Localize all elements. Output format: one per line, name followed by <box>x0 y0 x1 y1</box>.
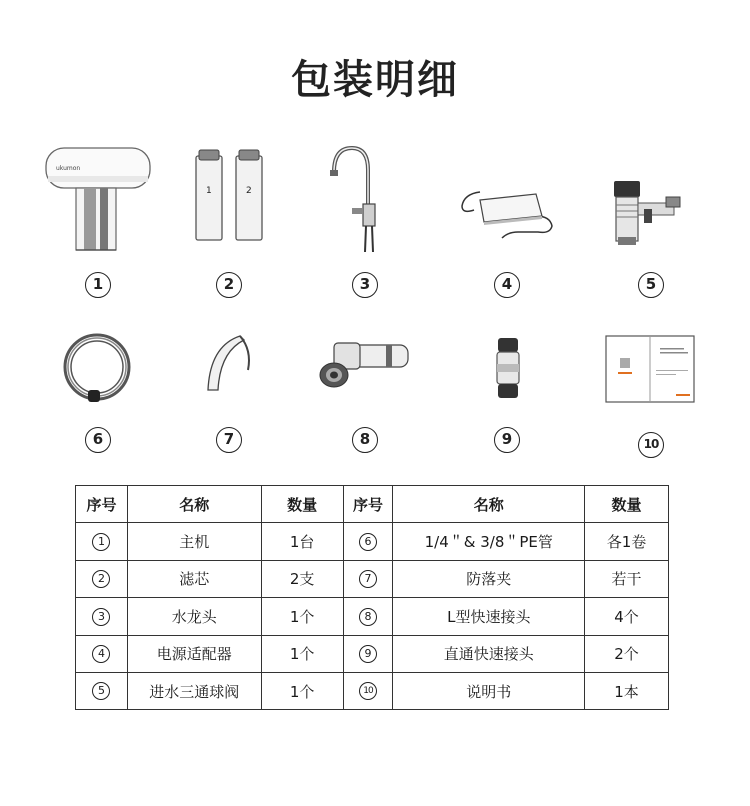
item-quantity: 1个 <box>261 672 343 709</box>
table-row <box>76 523 669 560</box>
item-quantity: 1本 <box>585 672 669 709</box>
item-quantity: 各1卷 <box>585 523 669 560</box>
cartridge-label-2: 2 <box>246 186 252 196</box>
item-number-1: 1 <box>85 272 111 298</box>
item-number-7: 7 <box>216 427 242 453</box>
faucet-image <box>322 142 392 257</box>
table-row <box>76 598 669 635</box>
item-quantity: 1台 <box>261 523 343 560</box>
filter-cartridges-image <box>190 148 270 243</box>
table-row <box>76 560 669 597</box>
item-name: L型快速接头 <box>393 598 585 635</box>
item-name: 滤芯 <box>127 560 261 597</box>
power-adapter-image <box>458 180 558 245</box>
item-quantity: 1个 <box>261 635 343 672</box>
item-quantity: 1个 <box>261 598 343 635</box>
item-name: 主机 <box>127 523 261 560</box>
item-number-10: 10 <box>638 432 664 458</box>
row-number: 6 <box>359 533 377 551</box>
cartridge-label-1: 1 <box>206 186 212 196</box>
row-number: 4 <box>92 645 110 663</box>
parts-table <box>75 485 669 710</box>
table-row <box>76 672 669 709</box>
item-quantity: 4个 <box>585 598 669 635</box>
table-header-row <box>76 486 669 523</box>
item-name: 1/4＂& 3/8＂PE管 <box>393 523 585 560</box>
item-number-2: 2 <box>216 272 242 298</box>
item-number-6: 6 <box>85 427 111 453</box>
item-name: 水龙头 <box>127 598 261 635</box>
anti-drop-clip-image <box>200 330 260 395</box>
item-number-4: 4 <box>494 272 520 298</box>
item-number-3: 3 <box>352 272 378 298</box>
row-number: 7 <box>359 570 377 588</box>
main-unit-image <box>42 140 154 255</box>
table-row <box>76 635 669 672</box>
header-no-right: 序号 <box>343 486 393 523</box>
row-number: 10 <box>359 682 377 700</box>
pe-tube-coil-image <box>60 330 135 405</box>
item-quantity: 2个 <box>585 635 669 672</box>
header-qty-right: 数量 <box>585 486 669 523</box>
item-number-9: 9 <box>494 427 520 453</box>
row-number: 3 <box>92 608 110 626</box>
item-name: 说明书 <box>393 672 585 709</box>
ball-valve-image <box>604 175 694 250</box>
l-type-connector-image <box>312 335 417 390</box>
brand-label: ukumon <box>56 165 81 172</box>
header-name-right: 名称 <box>393 486 585 523</box>
header-qty-left: 数量 <box>261 486 343 523</box>
header-name-left: 名称 <box>127 486 261 523</box>
manual-image <box>604 334 696 404</box>
row-number: 2 <box>92 570 110 588</box>
item-quantity: 2支 <box>261 560 343 597</box>
item-name: 防落夹 <box>393 560 585 597</box>
item-name: 进水三通球阀 <box>127 672 261 709</box>
row-number: 1 <box>92 533 110 551</box>
item-name: 直通快速接头 <box>393 635 585 672</box>
item-name: 电源适配器 <box>127 635 261 672</box>
row-number: 9 <box>359 645 377 663</box>
item-number-8: 8 <box>352 427 378 453</box>
header-no-left: 序号 <box>76 486 128 523</box>
straight-connector-image <box>493 336 523 401</box>
item-number-5: 5 <box>638 272 664 298</box>
page-title: 包装明细 <box>291 57 459 103</box>
row-number: 8 <box>359 608 377 626</box>
row-number: 5 <box>92 682 110 700</box>
item-quantity: 若干 <box>585 560 669 597</box>
